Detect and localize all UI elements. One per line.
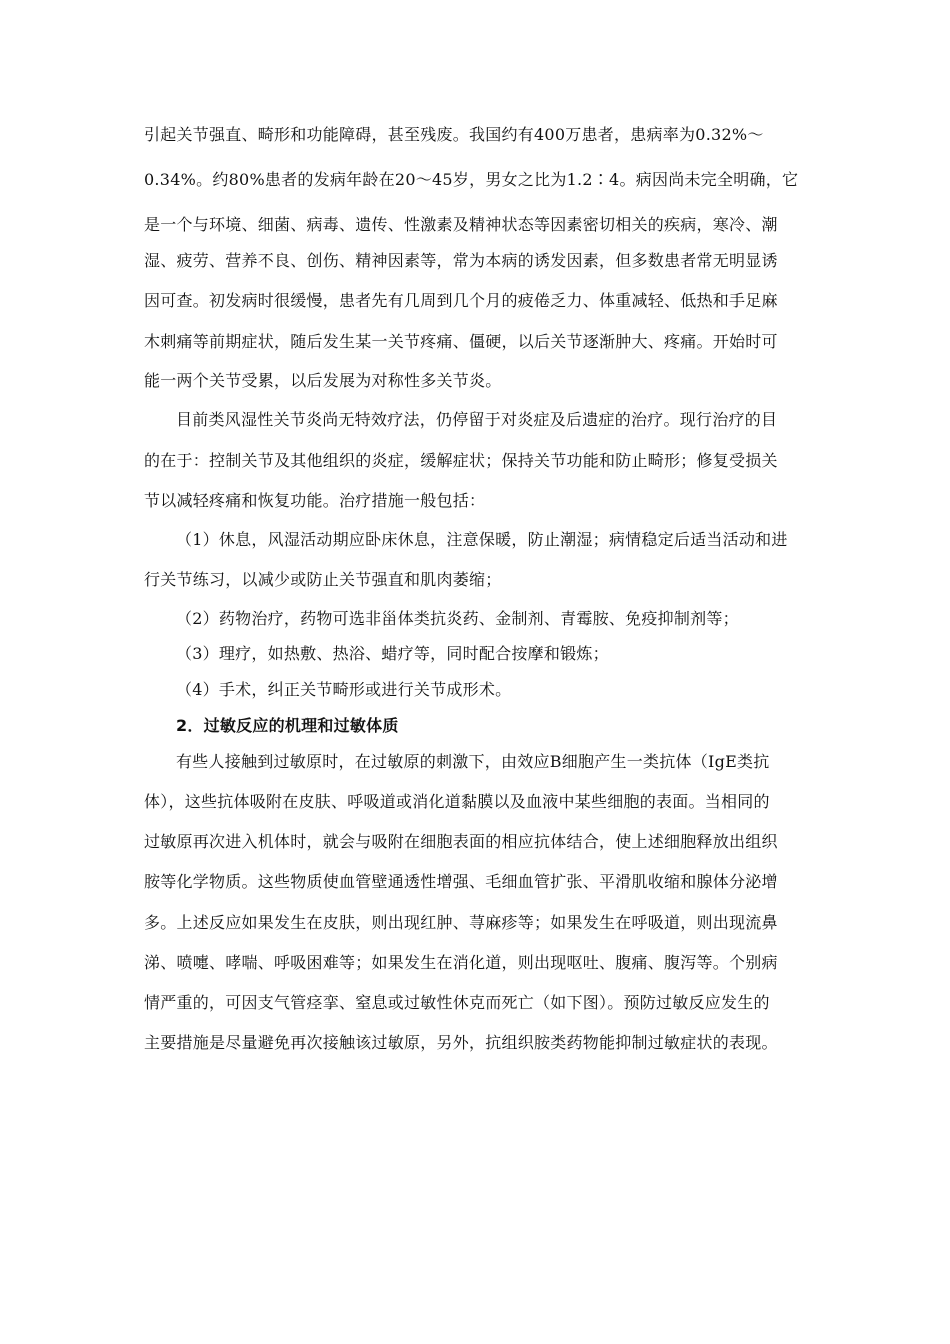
text-line: （1）休息，风湿活动期应卧床休息，注意保暖，防止潮湿；病情稳定后适当活动和进 xyxy=(176,530,788,549)
text-line: 湿、疲劳、营养不良、创伤、精神因素等，常为本病的诱发因素，但多数患者常无明显诱 xyxy=(144,251,778,270)
text-line: 过敏原再次进入机体时，就会与吸附在细胞表面的相应抗体结合，使上述细胞释放出组织 xyxy=(144,832,778,851)
text-line: 引起关节强直、畸形和功能障碍，甚至残废。我国约有400万患者，患病率为0.32%～ xyxy=(144,125,764,144)
text-line: 0.34%。约80%患者的发病年龄在20～45岁，男女之比为1.2∶4。病因尚未完全明确，它 xyxy=(144,170,799,189)
text-line: 有些人接触到过敏原时，在过敏原的刺激下，由效应B细胞产生一类抗体（IgE类抗 xyxy=(176,752,770,771)
text-line: 主要措施是尽量避免再次接触该过敏原，另外，抗组织胺类药物能抑制过敏症状的表现。 xyxy=(144,1033,778,1052)
text-line: 情严重的，可因支气管痉挛、窒息或过敏性休克而死亡（如下图）。预防过敏反应发生的 xyxy=(144,993,770,1012)
text-line: 多。上述反应如果发生在皮肤，则出现红肿、荨麻疹等；如果发生在呼吸道，则出现流鼻 xyxy=(144,913,778,932)
text-line: 涕、喷嚏、哮喘、呼吸困难等；如果发生在消化道，则出现呕吐、腹痛、腹泻等。个别病 xyxy=(144,953,778,972)
text-line: 能一两个关节受累，以后发展为对称性多关节炎。 xyxy=(144,371,502,390)
section-heading: 2．过敏反应的机理和过敏体质 xyxy=(176,716,399,735)
text-line: 节以减轻疼痛和恢复功能。治疗措施一般包括： xyxy=(144,491,486,510)
text-line: 目前类风湿性关节炎尚无特效疗法，仍停留于对炎症及后遗症的治疗。现行治疗的目 xyxy=(176,410,778,429)
text-line: （2）药物治疗，药物可选非甾体类抗炎药、金制剂、青霉胺、免疫抑制剂等； xyxy=(176,609,739,628)
text-line: 胺等化学物质。这些物质使血管壁通透性增强、毛细血管扩张、平滑肌收缩和腺体分泌增 xyxy=(144,872,778,891)
text-line: 体），这些抗体吸附在皮肤、呼吸道或消化道黏膜以及血液中某些细胞的表面。当相同的 xyxy=(144,792,770,811)
text-line: （3）理疗，如热敷、热浴、蜡疗等，同时配合按摩和锻炼； xyxy=(176,644,609,663)
text-line: 木刺痛等前期症状，随后发生某一关节疼痛、僵硬，以后关节逐渐肿大、疼痛。开始时可 xyxy=(144,332,778,351)
text-line: 是一个与环境、细菌、病毒、遗传、性激素及精神状态等因素密切相关的疾病，寒冷、潮 xyxy=(144,215,778,234)
text-line: （4）手术，纠正关节畸形或进行关节成形术。 xyxy=(176,680,512,699)
text-line: 行关节练习，以减少或防止关节强直和肌肉萎缩； xyxy=(144,570,502,589)
text-line: 因可查。初发病时很缓慢，患者先有几周到几个月的疲倦乏力、体重减轻、低热和手足麻 xyxy=(144,291,778,310)
text-line: 的在于：控制关节及其他组织的炎症，缓解症状；保持关节功能和防止畸形；修复受损关 xyxy=(144,451,778,470)
